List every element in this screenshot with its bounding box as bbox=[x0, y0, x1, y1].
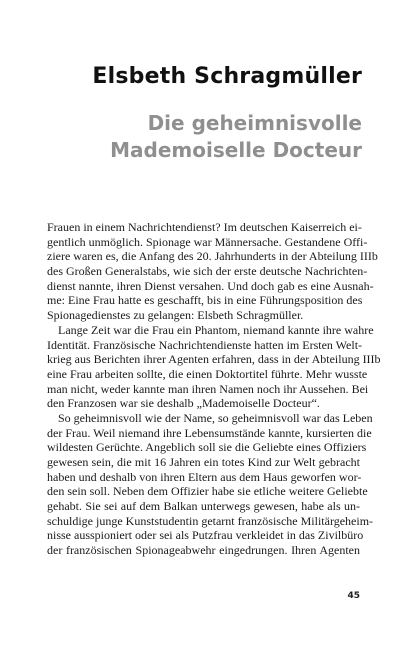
text-line: man nicht, weder kannte man ihren Namen noch ihr Aussehen. Bei bbox=[47, 381, 369, 396]
text-line: den sein soll. Neben dem Offizier habe sie etliche weitere Geliebte bbox=[47, 484, 368, 499]
text-line: wildesten Gerüchte. Angeblich soll sie die Geliebte eines Offiziers bbox=[47, 440, 367, 455]
page-number: 45 bbox=[347, 591, 360, 601]
text-line: krieg aus Berichten ihrer Agenten erfahren, dass in der Abteilung IIIb bbox=[47, 352, 381, 367]
subtitle-line: Die geheimnisvolle bbox=[147, 111, 362, 135]
text-line: gehabt. Sie sei auf dem Balkan unterwegs gewesen, habe als un- bbox=[47, 499, 360, 514]
text-line: So geheimnisvoll wie der Name, so geheimnisvoll war das Leben bbox=[58, 410, 373, 425]
text-line: haben und deshalb von ihren Eltern aus dem Haus geworfen wor- bbox=[47, 469, 362, 484]
body-text bbox=[47, 220, 381, 558]
subtitle-line: Mademoiselle Docteur bbox=[110, 138, 362, 162]
text-line: schuldige junge Kunststudentin getarnt französische Militärgeheim- bbox=[47, 513, 374, 528]
text-line: ziere waren es, die Anfang des 20. Jahrhunderts in der Abteilung IIIb bbox=[47, 249, 378, 264]
text-line: Spionagedienstes zu gelangen: Elsbeth Schragmüller. bbox=[47, 308, 304, 323]
text-line: Frauen in einem Nachrichtendienst? Im deutschen Kaiserreich ei- bbox=[47, 220, 362, 234]
text-line: nisse ausspioniert oder sei als Putzfrau verkleidet in das Zivilbüro bbox=[47, 528, 364, 543]
text-line: den Franzosen war sie deshalb „Mademoiselle Docteur“. bbox=[47, 396, 320, 411]
text-line: dienst nannte, ihren Dienst versahen. Und doch gab es eine Ausnah- bbox=[47, 278, 374, 293]
text-line: des Großen Generalstabs, wie sich der erste deutsche Nachrichten- bbox=[47, 264, 368, 279]
text-line: Lange Zeit war die Frau ein Phantom, niemand kannte ihre wahre bbox=[58, 322, 374, 337]
text-line: der Frau. Weil niemand ihre Lebensumstände kannte, kursierten die bbox=[47, 425, 372, 440]
chapter-subtitle bbox=[110, 110, 362, 164]
text-line: gentlich unmöglich. Spionage war Männersache. Gestandene Offi- bbox=[47, 234, 368, 249]
text-line: me: Eine Frau hatte es geschafft, bis in eine Führungsposition des bbox=[47, 293, 363, 308]
text-line: Identität. Französische Nachrichtendienste hatten im Ersten Welt- bbox=[47, 337, 363, 352]
text-line: eine Frau arbeiten sollte, die einen Doktortitel führte. Mehr wusste bbox=[47, 366, 368, 381]
text-line: gewesen sein, die mit 16 Jahren ein totes Kind zur Welt gebracht bbox=[47, 455, 360, 469]
chapter-title: Elsbeth Schragmüller bbox=[92, 64, 362, 89]
text-line: der französischen Spionageabwehr eingedrungen. Ihren Agenten bbox=[47, 543, 360, 558]
